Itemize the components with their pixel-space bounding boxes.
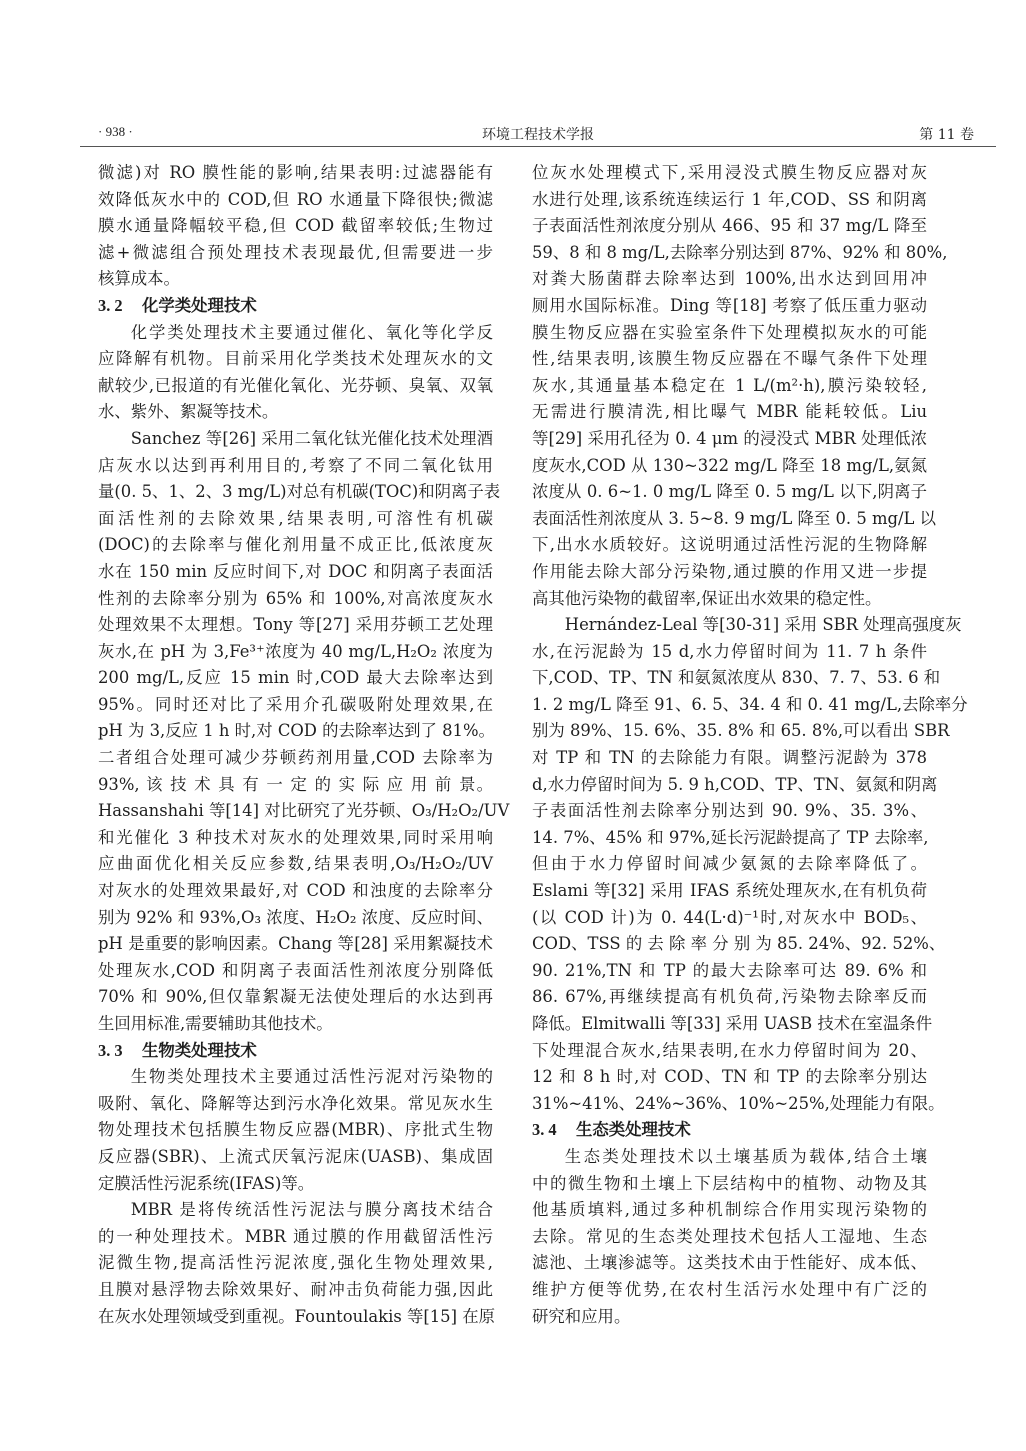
text-line: Eslami 等[32] 采用 IFAS 系统处理灰水,在有机负荷 (532, 881, 927, 901)
text-line: 研究和应用。 (532, 1306, 631, 1326)
section-title: 化学类处理技术 (142, 295, 257, 315)
text-line: 水,在污泥龄为 15 d,水力停留时间为 11. 7 h 条件 (532, 641, 927, 661)
text-line: 核算成本。 (98, 269, 180, 289)
text-line: 在灰水处理领域受到重视。Fountoulakis 等[15] 在原 (98, 1306, 495, 1326)
text-line: 无需进行膜清洗,相比曝气 MBR 能耗较低。Liu (532, 402, 927, 422)
section-number: 3. 2 (98, 295, 123, 315)
text-line: 93%, 该 技 术 具 有 一 定 的 实 际 应 用 前 景。 (98, 774, 493, 794)
text-line: 化学类处理技术主要通过催化、氧化等化学反 (130, 322, 493, 342)
text-line: (DOC)的去除率与催化剂用量不成正比,低浓度灰 (98, 535, 493, 555)
text-line: 滤池、土壤渗滤等。这类技术由于性能好、成本低、 (532, 1253, 927, 1273)
text-line: 反应器(SBR)、上流式厌氧污泥床(UASB)、集成固 (98, 1146, 493, 1166)
running-header (80, 124, 996, 146)
text-line: 86. 67%,再继续提高有机负荷,污染物去除率反而 (532, 987, 927, 1007)
text-line: 膜水通量降幅较平稳,但 COD 截留率较低;生物过 (98, 216, 493, 236)
text-line: Hassanshahi 等[14] 对比研究了光芬顿、O₃/H₂O₂/UV (98, 801, 510, 821)
header-rule (80, 146, 996, 147)
text-line: 水在 150 min 反应时间下,对 DOC 和阴离子表面活 (98, 561, 493, 581)
left-column (98, 160, 510, 1330)
section-number: 3. 3 (98, 1040, 123, 1060)
text-line: 下处理混合灰水,结果表明,在水力停留时间为 20、 (532, 1040, 927, 1060)
text-line: 灰水,其通量基本稳定在 1 L/(m²·h),膜污染较轻, (532, 375, 927, 395)
text-line: 生回用标准,需要辅助其他技术。 (98, 1014, 333, 1033)
section-number: 3. 4 (532, 1120, 557, 1140)
text-line: 子表面活性剂去除率分别达到 90. 9%、35. 3%、 (532, 801, 927, 821)
volume-label: 第 11 卷 (919, 127, 974, 143)
text-line: 物处理技术包括膜生物反应器(MBR)、序批式生物 (98, 1120, 493, 1140)
text-line: 应降解有机物。目前采用化学类技术处理灰水的文 (98, 349, 493, 369)
text-line: 中的微生物和土壤上下层结构中的植物、动物及其 (532, 1173, 927, 1193)
text-line: (以 COD 计)为 0. 44(L·d)⁻¹时,对灰水中 BOD₅、 (532, 907, 927, 927)
text-line: 高其他污染物的截留率,保证出水效果的稳定性。 (532, 588, 882, 608)
text-line: 维护方便等优势,在农村生活污水处理中有广泛的 (532, 1279, 927, 1299)
text-line: 度灰水,COD 从 130~322 mg/L 降至 18 mg/L,氨氮 (532, 455, 927, 475)
text-line: 200 mg/L,反应 15 min 时,COD 最大去除率达到 (98, 668, 493, 688)
text-line: 作用能去除大部分污染物,通过膜的作用又进一步提 (532, 561, 927, 581)
text-line: 效降低灰水中的 COD,但 RO 水通量下降很快;微滤 (98, 189, 493, 209)
text-line: 膜生物反应器在实验室条件下处理模拟灰水的可能 (532, 322, 927, 342)
text-line: Sanchez 等[26] 采用二氧化钛光催化技术处理酒 (130, 428, 493, 448)
right-column (532, 160, 968, 1330)
text-line: 定膜活性污泥系统(IFAS)等。 (98, 1173, 315, 1193)
section-heading (98, 293, 493, 320)
text-line: 二者组合处理可减少芬顿药剂用量,COD 去除率为 (98, 748, 493, 768)
text-line: pH 为 3,反应 1 h 时,对 COD 的去除率达到了 81%。 (98, 721, 495, 741)
text-line: 灰水,在 pH 为 3,Fe³⁺浓度为 40 mg/L,H₂O₂ 浓度为 (98, 641, 493, 661)
text-line: 性剂的去除率分别为 65% 和 100%,对高浓度灰水 (98, 588, 493, 608)
text-line: 泥微生物,提高活性污泥浓度,强化生物处理效果, (98, 1253, 493, 1273)
text-line: 性,结果表明,该膜生物反应器在不曝气条件下处理 (532, 349, 927, 369)
text-line: 别为 92% 和 93%,O₃ 浓度、H₂O₂ 浓度、反应时间、 (98, 907, 493, 927)
text-line: 且膜对悬浮物去除效果好、耐冲击负荷能力强,因此 (98, 1279, 493, 1299)
journal-title: 环境工程技术学报 (482, 127, 594, 143)
section-title: 生态类处理技术 (576, 1120, 691, 1140)
section-heading (532, 1117, 927, 1144)
text-line: 对灰水的处理效果最好,对 COD 和浊度的去除率分 (98, 881, 493, 901)
text-line: 12 和 8 h 时,对 COD、TN 和 TP 的去除率分别达 (532, 1067, 927, 1087)
text-line: 和光催化 3 种技术对灰水的处理效果,同时采用响 (98, 827, 493, 847)
text-line: 他基质填料,通过多种机制综合作用实现污染物的 (532, 1200, 927, 1220)
text-line: 滤+微滤组合预处理技术表现最优,但需要进一步 (98, 242, 493, 262)
text-line: 水、紫外、絮凝等技术。 (98, 402, 279, 422)
text-line: 量(0. 5、1、2、3 mg/L)对总有机碳(TOC)和阴离子表 (98, 482, 501, 502)
text-line: 14. 7%、45% 和 97%,延长污泥龄提高了 TP 去除率, (532, 827, 929, 847)
text-line: 处理灰水,COD 和阴离子表面活性剂浓度分别降低 (98, 960, 493, 980)
text-line: 面活性剂的去除效果,结果表明,可溶性有机碳 (98, 508, 493, 528)
text-line: 70% 和 90%,但仅靠絮凝无法使处理后的水达到再 (98, 987, 493, 1007)
text-line: 的一种处理技术。MBR 通过膜的作用截留活性污 (98, 1226, 493, 1246)
text-line: 厕用水国际标准。Ding 等[18] 考察了低压重力驱动 (532, 295, 927, 315)
text-line: 微滤)对 RO 膜性能的影响,结果表明:过滤器能有 (98, 163, 493, 182)
text-line: 处理效果不太理想。Tony 等[27] 采用芬顿工艺处理 (98, 615, 493, 635)
page-number: · 938 · (98, 124, 133, 139)
text-line: 店灰水以达到再利用目的,考察了不同二氧化钛用 (98, 455, 493, 475)
text-line: 应曲面优化相关反应参数,结果表明,O₃/H₂O₂/UV (98, 854, 493, 874)
text-line: 90. 21%,TN 和 TP 的最大去除率可达 89. 6% 和 (532, 960, 927, 980)
text-line: 吸附、氧化、降解等达到污水净化效果。常见灰水生 (98, 1093, 493, 1113)
text-line: 浓度从 0. 6~1. 0 mg/L 降至 0. 5 mg/L 以下,阴离子 (532, 482, 927, 502)
section-heading (98, 1038, 493, 1065)
text-line: COD、TSS 的 去 除 率 分 别 为 85. 24%、92. 52%、 (532, 934, 946, 954)
text-line: 31%~41%、24%~36%、10%~25%,处理能力有限。 (532, 1093, 945, 1113)
text-line: 别为 89%、15. 6%、35. 8% 和 65. 8%,可以看出 SBR (532, 721, 950, 741)
text-line: 对粪大肠菌群去除率达到 100%,出水达到回用冲 (532, 269, 927, 289)
text-line: 但由于水力停留时间减少氨氮的去除率降低了。 (532, 854, 927, 874)
text-line: 生态类处理技术以土壤基质为载体,结合土壤 (564, 1146, 927, 1166)
text-line: 献较少,已报道的有光催化氧化、光芬顿、臭氧、双氧 (98, 375, 493, 395)
text-line: Hernández-Leal 等[30-31] 采用 SBR 处理高强度灰 (564, 615, 962, 635)
text-line: 下,出水水质较好。这说明通过活性污泥的生物降解 (532, 535, 927, 555)
text-line: 表面活性剂浓度从 3. 5~8. 9 mg/L 降至 0. 5 mg/L 以 (532, 508, 937, 528)
text-line: pH 是重要的影响因素。Chang 等[28] 采用絮凝技术 (98, 934, 493, 954)
text-line: MBR 是将传统活性污泥法与膜分离技术结合 (130, 1200, 493, 1220)
text-line: 95%。同时还对比了采用介孔碳吸附处理效果,在 (98, 694, 493, 714)
text-line: 生物类处理技术主要通过活性污泥对污染物的 (130, 1067, 493, 1087)
text-line: 子表面活性剂浓度分别从 466、95 和 37 mg/L 降至 (532, 216, 927, 236)
text-line: 等[29] 采用孔径为 0. 4 μm 的浸没式 MBR 处理低浓 (532, 428, 927, 448)
text-line: 去除。常见的生态类处理技术包括人工湿地、生态 (532, 1226, 927, 1246)
text-line: 水进行处理,该系统连续运行 1 年,COD、SS 和阴离 (532, 189, 927, 209)
text-line: 对 TP 和 TN 的去除能力有限。调整污泥龄为 378 (532, 748, 927, 768)
text-line: 59、8 和 8 mg/L,去除率分别达到 87%、92% 和 80%, (532, 242, 948, 262)
text-line: 降低。Elmitwalli 等[33] 采用 UASB 技术在室温条件 (532, 1014, 933, 1033)
text-line: 下,COD、TP、TN 和氨氮浓度从 830、7. 7、53. 6 和 (532, 668, 941, 688)
section-title: 生物类处理技术 (142, 1040, 257, 1060)
text-line: 1. 2 mg/L 降至 91、6. 5、34. 4 和 0. 41 mg/L,去除率分 (532, 694, 968, 714)
text-line: d,水力停留时间为 5. 9 h,COD、TP、TN、氨氮和阴离 (532, 774, 938, 794)
text-line: 位灰水处理模式下,采用浸没式膜生物反应器对灰 (532, 163, 927, 182)
